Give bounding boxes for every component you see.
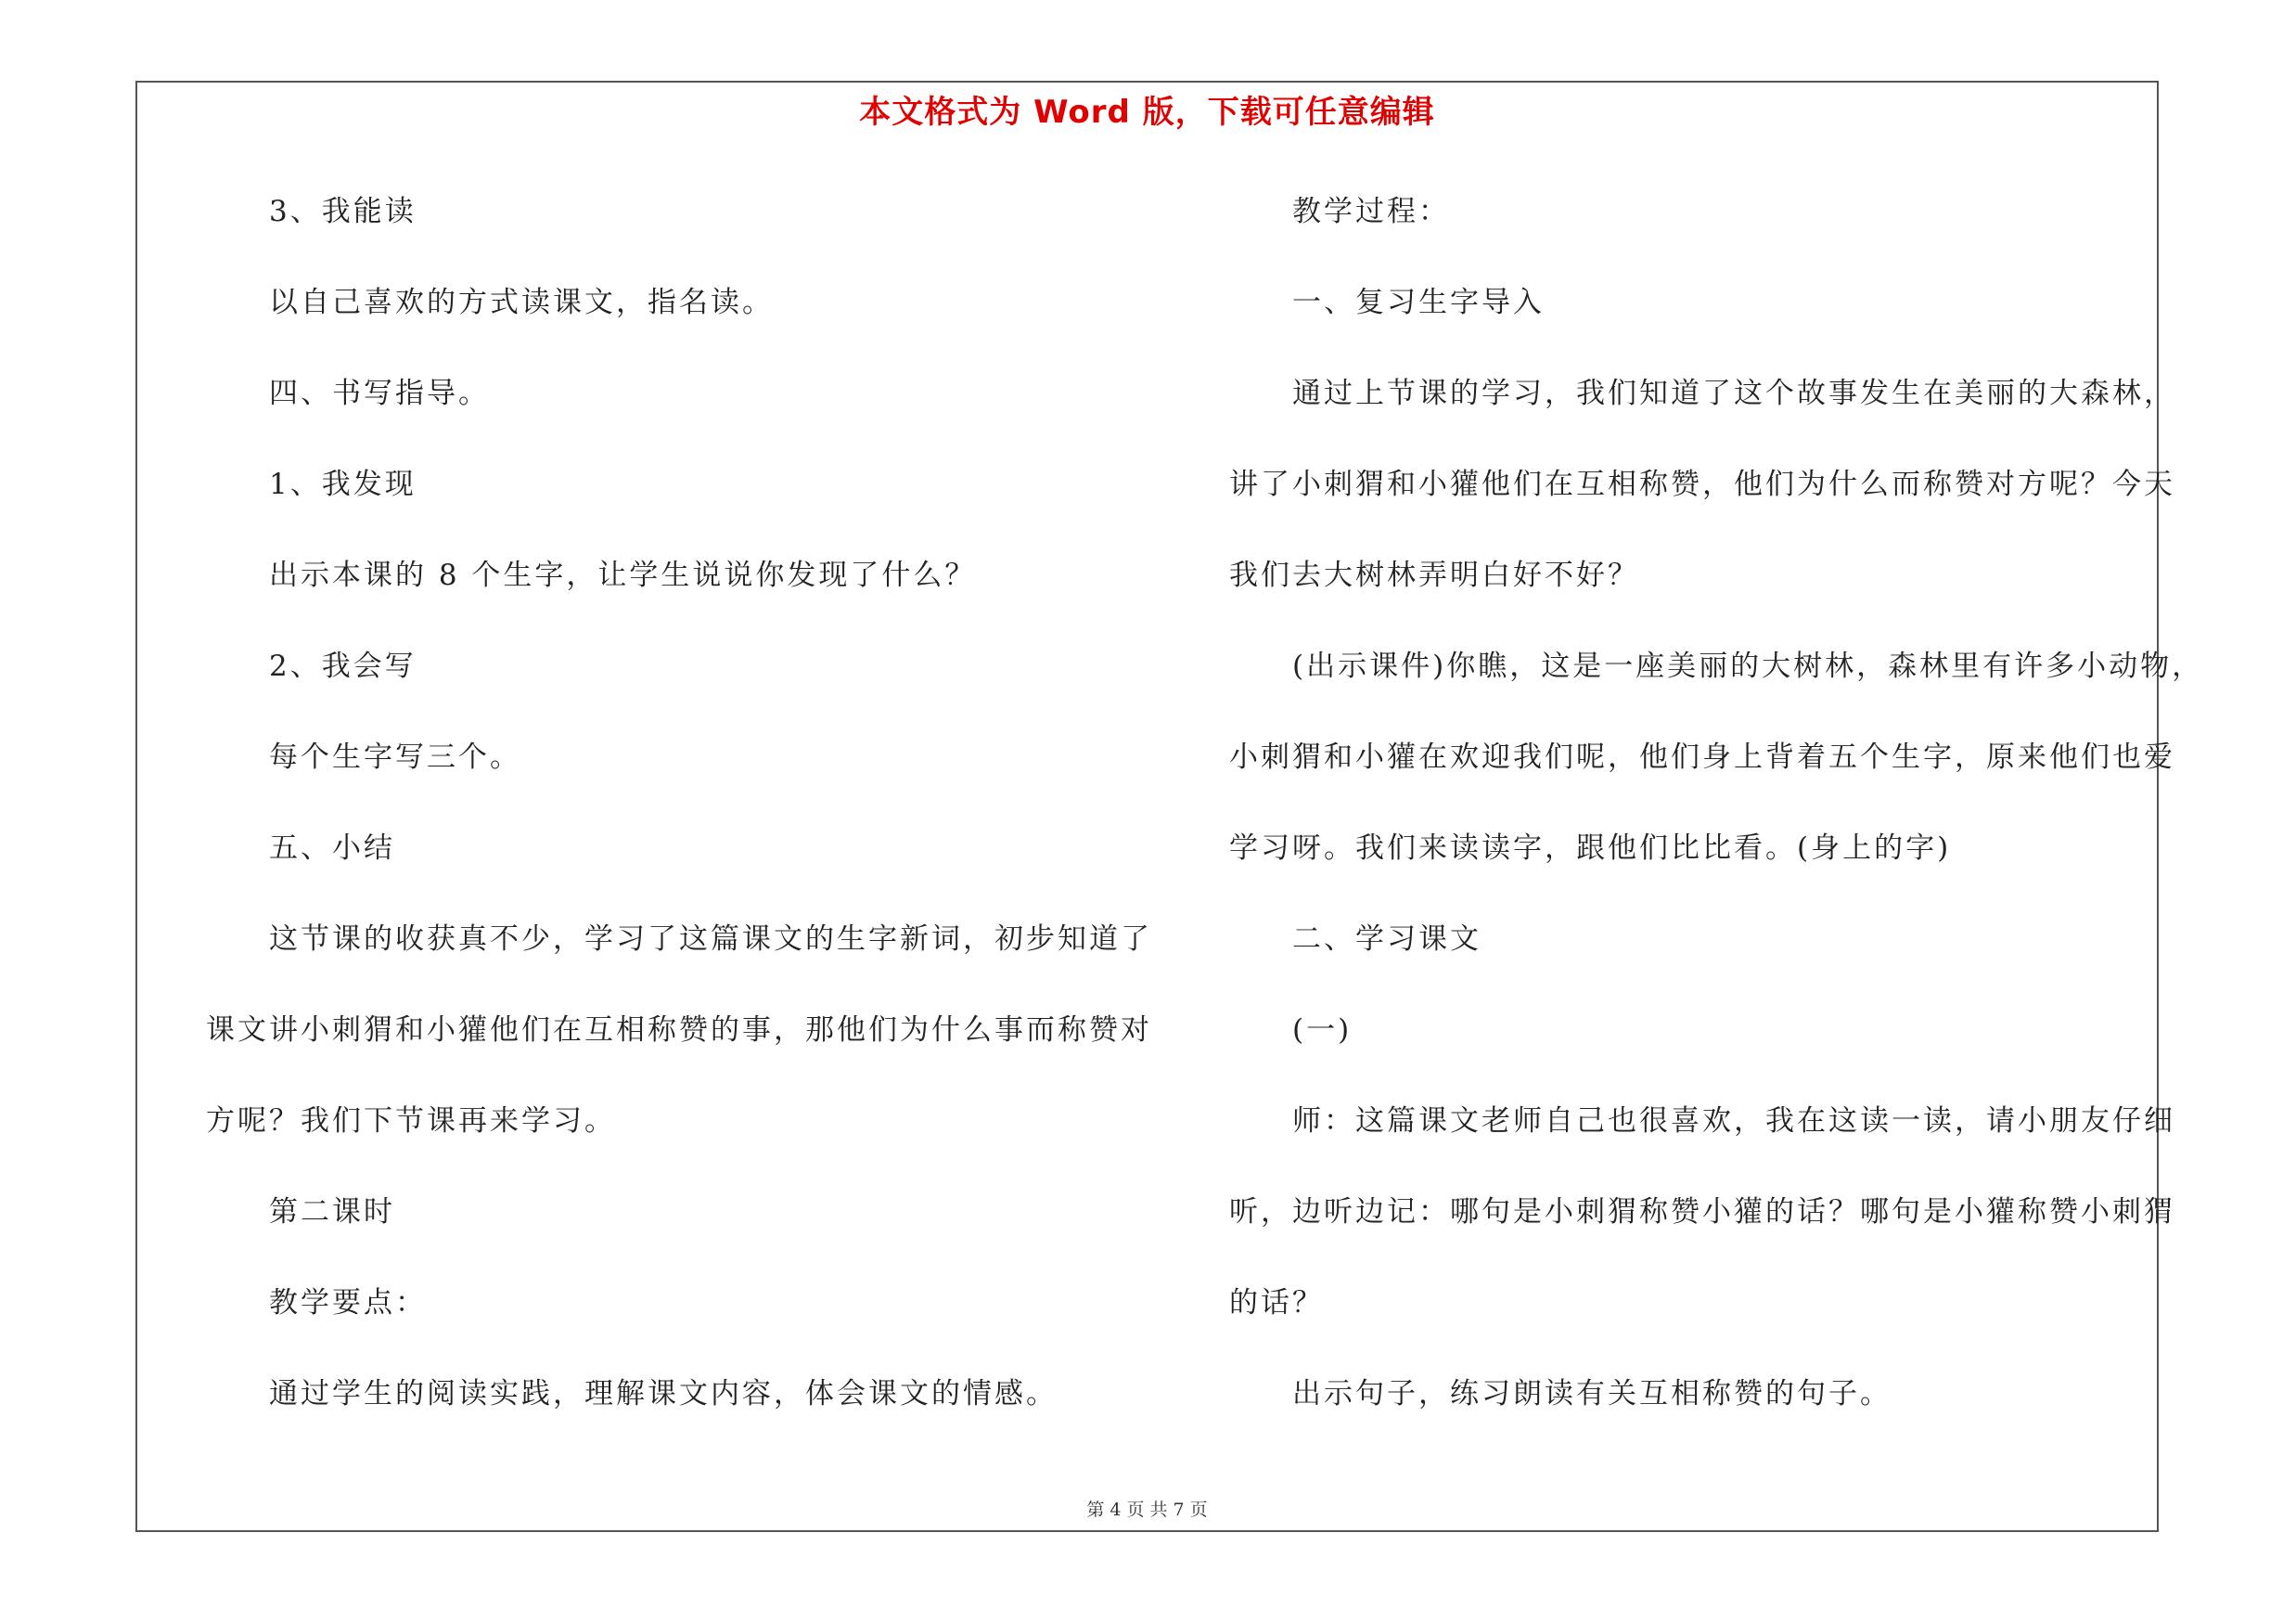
header-banner: 本文格式为 Word 版，下载可任意编辑 bbox=[859, 94, 1435, 131]
paragraph-line: 通过学生的阅读实践，理解课文内容，体会课文的情感。 bbox=[269, 1377, 1058, 1410]
paragraph-line: 第二课时 bbox=[269, 1195, 395, 1229]
paragraph-line: 五、小结 bbox=[269, 831, 395, 865]
paragraph-line: (一) bbox=[1292, 1013, 1353, 1047]
paragraph-line: 师：这篇课文老师自己也很喜欢，我在这读一读，请小朋友仔细 bbox=[1292, 1104, 2175, 1138]
paragraph-line: 3、我能读 bbox=[269, 195, 417, 228]
paragraph-line: 讲了小刺猬和小獾他们在互相称赞，他们为什么而称赞对方呢？今天 bbox=[1229, 468, 2175, 501]
paragraph-line: 以自己喜欢的方式读课文，指名读。 bbox=[269, 286, 774, 319]
paragraph-line: 学习呀。我们来读读字，跟他们比比看。(身上的字) bbox=[1229, 831, 1952, 865]
paragraph-line: 方呢？我们下节课再来学习。 bbox=[206, 1104, 616, 1138]
paragraph-line: 我们去大树林弄明白好不好？ bbox=[1229, 559, 1639, 592]
paragraph-line: (出示课件)你瞧，这是一座美丽的大树林，森林里有许多小动物， bbox=[1292, 650, 2204, 683]
paragraph-line: 课文讲小刺猬和小獾他们在互相称赞的事，那他们为什么事而称赞对 bbox=[206, 1013, 1152, 1047]
paragraph-line: 1、我发现 bbox=[269, 468, 417, 501]
paragraph-line: 通过上节课的学习，我们知道了这个故事发生在美丽的大森林， bbox=[1292, 377, 2175, 410]
paragraph-line: 二、学习课文 bbox=[1292, 922, 1481, 956]
page-footer: 第 4 页 共 7 页 bbox=[1086, 1500, 1208, 1520]
paragraph-line: 教学要点： bbox=[269, 1286, 427, 1320]
paragraph-line: 小刺猬和小獾在欢迎我们呢，他们身上背着五个生字，原来他们也爱 bbox=[1229, 741, 2175, 774]
right-column bbox=[1229, 187, 2204, 1461]
left-column bbox=[206, 187, 1152, 1461]
paragraph-line: 教学过程： bbox=[1292, 195, 1450, 228]
paragraph-line: 出示句子，练习朗读有关互相称赞的句子。 bbox=[1292, 1377, 1892, 1410]
paragraph-line: 出示本课的 8 个生字，让学生说说你发现了什么？ bbox=[269, 559, 977, 592]
paragraph-line: 四、书写指导。 bbox=[269, 377, 490, 410]
paragraph-line: 的话？ bbox=[1229, 1286, 1324, 1320]
paragraph-line: 一、复习生字导入 bbox=[1292, 286, 1545, 319]
paragraph-line: 2、我会写 bbox=[269, 650, 417, 683]
paragraph-line: 这节课的收获真不少，学习了这篇课文的生字新词，初步知道了 bbox=[269, 922, 1152, 956]
paragraph-line: 每个生字写三个。 bbox=[269, 741, 521, 774]
paragraph-line: 听，边听边记：哪句是小刺猬称赞小獾的话？哪句是小獾称赞小刺猬 bbox=[1229, 1195, 2175, 1229]
